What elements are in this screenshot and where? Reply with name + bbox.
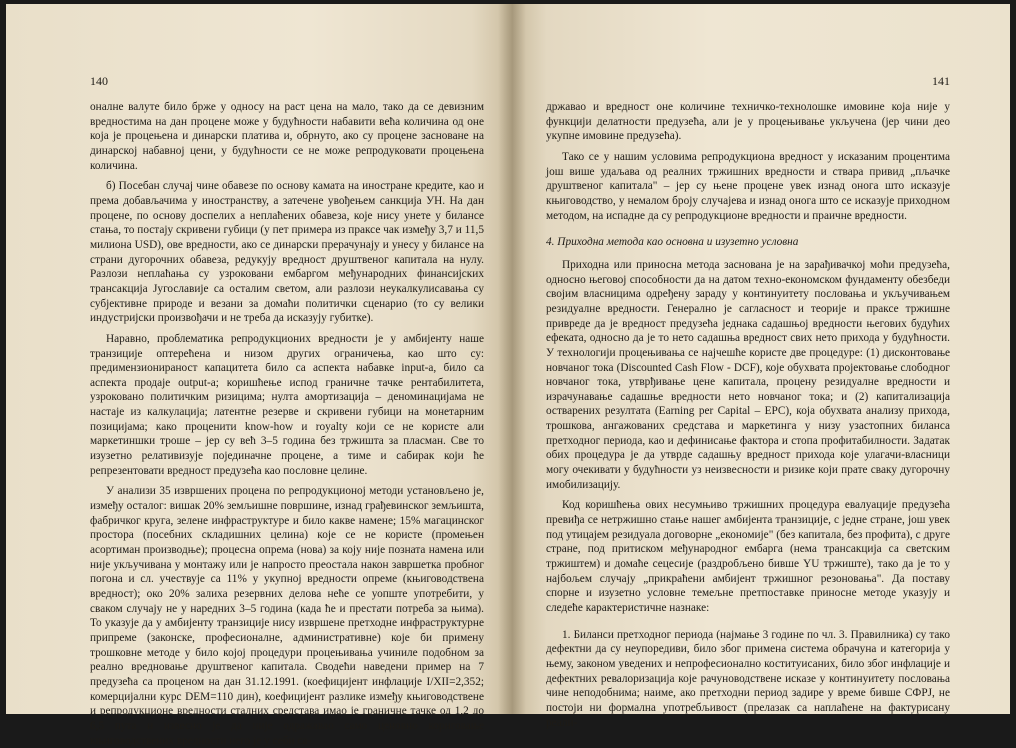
paragraph: Код коришћења ових несумњиво тржишних процедура евалуације предузећа превиђа се нетржишно стање нашег амбијента транзиције, с једне стране, још увек под утицајем резидуала договорне „економије" (без капитала, без профита), с друге стране, под притиском међународног ембарга (нема трансакција са светским тржиштем) и домаће сецесије (раздробљено бивше YU тржиште), тако да је то у најбољем случају „прикраћени амбијент тржишног резоновања". Да поставу спорне и изузетно условне темељне претпоставке приносне методе указују и следеће карактеристичне назнаке: bbox=[546, 499, 950, 614]
left-page bbox=[6, 4, 512, 747]
section-heading: 4. Приходна метода као основна и изузетно условна bbox=[546, 236, 799, 249]
paragraph: државао и вредност оне количине техничко-технолошке имовине која није у функцији делатности предузећа, али је у процењивање укључена (јер чини део укупне имовине предузећа). bbox=[546, 101, 950, 143]
paragraph: Приходна или приносна метода заснована је на зарађивачкој моћи предузећа, односно његовој способности да на датом техно-економском фундаменту обезбеди својим власницима одређену зараду у континуитету пословања и укључивањем резидуалне вредности. Генерално је сагласност и теорије и праксе тржишне привреде да је вредност предузећа једнака садашњој вредности његових будућих ефеката, односно да је то нето садашња вредност свих нето прихода у будућности. У технологији процењивања се најчешће користе две процедуре: (1) дисконтовање новчаног тока (Discounted Cash Flow - DCF), које обухвата пројектовање слободног новчаног тока, утврђивање цене капитала, процену резидуалне вредности и израчунавање садашње вредности нето новчаног тока; и (2) капитализација остварених резултата (Earning per Capital – EPC), која обухвата анализу прихода, трошкова, ангажованих средстава и маркетинга у низу узастопних биланса претходног периода, као и дефинисање фактора и стопа профитабилности. Задатак обих процедура је да утврде садашњу вредност прихода које улагачи-власници могу очекивати у будућности уз неизвесности и ризике који прате сваку дугорочну имобилизацију. bbox=[546, 258, 950, 491]
paragraph: У анализи 35 извршених процена по репродукционој методи установљено је, између осталог: вишак 20% земљишне површине, изнад грађевинског земљишта, фабричког круга, зелене инфраструктуре и било какве намене; 15% магацинског простора (посебних складишних целина) које се не користе (промењен асортиман производње); процесна опрема (нова) за коју није позната намена или није укључивана у монтажу или је напросто преостала након завршетка пробног погона и сл. учествује са 11% у укупној вредности опреме (књиговодствена вредност); око 20% залиха резервних делова неће се уопште употребити, у сваком случају не у наредних 3–5 година (када ће и престати потреба за њима). То указује да у амбијенту транзиције нису извршене претходне инфраструктурне припреме (законске, професионалне, административне) које би примену трошковне методе у било којој процедури процењивања учиниле подобном за реално вредновање друштвеног капитала. Сводећи наведени пример на 7 предузећа са проценом на дан 31.12.1991. (коефицијент инфлације I/XII=2,352; комерцијални курс DEM=110 дин), коефицијент разлике између књиговодствене и репродукционе вредности сталних средстава имао је граничне тачке од 1,2 до 6,5 пута и извесно је да није одражавао само ценовно кориговање књиговодствених вредности него је у себи са- bbox=[90, 485, 484, 747]
book-spread bbox=[6, 4, 1010, 747]
gutter-shadow bbox=[498, 4, 512, 714]
paragraph-group bbox=[546, 100, 950, 223]
paragraph: Тако се у нашим условима репродукциона вредност у исказаним процентима још више удаљава од реалних тржишних вредности и ствара привид „пљачке друштвеног капитала" – јер су њене процене увек изнад онога што исказује књиговодство, у немалом броју случајева и изнад онога што се исказује приходном методом, на испадне да су репродукционе вредности и праичне вредности. bbox=[546, 150, 950, 222]
paragraph: Наравно, проблематика репродукционих вредности је у амбијенту наше транзиције оптерећена и низом других ограничења, као што су: предимензионираност капацитета било са аспекта набавке input-а, било са аспекта продаје output-а; коришћење испод граничне тачке рентабилитета, узроковано политичким ризицима; нулта амортизација – деноминацијама не настаје из калкулација; латентне резерве и скривени губици на монетарним позицијама; како проценити know-how и royalty који се не користе али маркетиншки троше – јер су већ 3–5 година без тржишта за пласман. Све то изузетно релативизује појединачне процене, а тиме и сабирак који ће репрезентовати вредност предузећа као пословне целине. bbox=[90, 332, 484, 477]
right-page bbox=[512, 4, 1010, 729]
paragraph: оналне валуте било брже у односу на раст цена на мало, тако да се девизним вредностима на дан процене може у будућности набавити већа количина од оне која је процењена и динарски платива и, обрнуто, ако су процене засноване на динарској набавној цени, у будућности се не може репродуковати процењена количина. bbox=[90, 101, 484, 172]
paragraph: б) Посебан случај чине обавезе по основу камата на иностране кредите, као и према добављачима у иностранству, а затечене увођењем санкција УН. На дан процене, по основу доспелих а неплаћених обавеза, које нису унете у билансе стања, то постају скривени губици (у пет примера из праксе чак између 3,7 и 11,5 милиона USD), ове вредности, ако се динарски прерачунају и унесу у билансе на страни дугорочних обавеза, редукују вредност друштвеног капитала на нулу. Разлози неплаћања су узроковани ембаргом међународних финансијских трансакција Југославије са осталим светом, али разлози неукалкулисавања су субјективне природе и везани за домаћи политички сценарио (то су велики индустријски произвођачи и не треба да исказују губитке). bbox=[90, 180, 484, 325]
paragraph-group bbox=[546, 258, 950, 730]
gutter-shadow bbox=[512, 4, 526, 714]
paragraph: 1. Биланси претходног периода (најмање 3 године по чл. 3. Правилника) су тако дефектни да су неупоредиви, било због примена система обрачуна и категорија у њему, законом уведених и непрофесионално коституисаних, било због инфлације и дефектних ревалоризација које рачуноводствене исказе у континуитету пословања чине неподобнима; наиме, ако претходни период задире у време бивше СФРЈ, не постоји ни формална употребљивост (прелазак са наплаћене на фактурисану реали- bbox=[546, 628, 950, 729]
page-number: 141 bbox=[932, 74, 950, 88]
page-number: 140 bbox=[90, 74, 108, 88]
left-page-text bbox=[90, 100, 484, 748]
right-page-text bbox=[546, 100, 950, 730]
